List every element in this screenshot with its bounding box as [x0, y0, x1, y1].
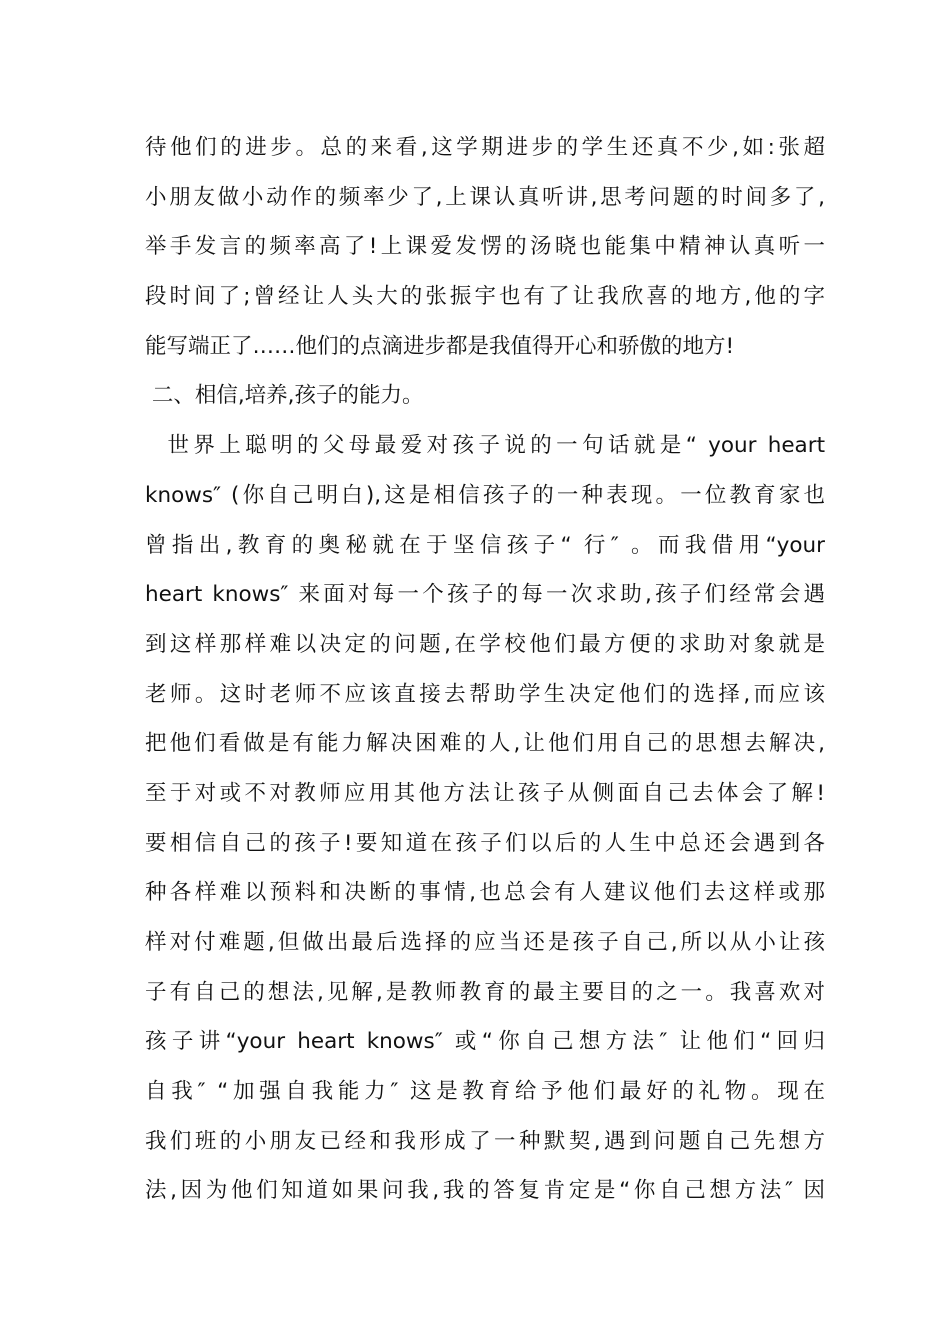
- text-line: 要相信自己的孩子!要知道在孩子们以后的人生中总还会遇到各: [145, 830, 825, 856]
- text-line: 举手发言的频率高了!上课爱发愣的汤晓也能集中精神认真听一: [145, 234, 825, 260]
- text-line: 把他们看做是有能力解决困难的人,让他们用自己的思想去解决,: [145, 731, 825, 757]
- text-line: 段时间了;曾经让人头大的张振宇也有了让我欣喜的地方,他的字: [145, 284, 825, 310]
- text-line: 自我″ “加强自我能力″ 这是教育给予他们最好的礼物。现在: [145, 1079, 825, 1105]
- text-line: 我们班的小朋友已经和我形成了一种默契,遇到问题自己先想方: [145, 1128, 825, 1154]
- text-line: 世界上聪明的父母最爱对孩子说的一句话就是“ your heart: [145, 433, 825, 459]
- text-line: 种各样难以预料和决断的事情,也总会有人建议他们去这样或那: [145, 880, 825, 906]
- text-line: 曾指出,教育的奥秘就在于坚信孩子“ 行″ 。而我借用“your: [145, 532, 825, 558]
- text-line: 孩子讲“your heart knows″ 或“你自己想方法″ 让他们“回归: [145, 1029, 825, 1055]
- text-line: 能写端正了……他们的点滴进步都是我值得开心和骄傲的地方!: [145, 333, 735, 359]
- body-text: [145, 123, 825, 1216]
- text-line: 子有自己的想法,见解,是教师教育的最主要目的之一。我喜欢对: [145, 979, 825, 1005]
- text-line: knows″ (你自己明白),这是相信孩子的一种表现。一位教育家也: [145, 482, 825, 508]
- text-line: 小朋友做小动作的频率少了,上课认真听讲,思考问题的时间多了,: [145, 184, 825, 210]
- section-heading: 二、相信,培养,孩子的能力。: [145, 383, 424, 409]
- text-line: 至于对或不对教师应用其他方法让孩子从侧面自己去体会了解!: [145, 780, 825, 806]
- text-line: 老师。这时老师不应该直接去帮助学生决定他们的选择,而应该: [145, 681, 825, 707]
- text-line: 样对付难题,但做出最后选择的应当还是孩子自己,所以从小让孩: [145, 930, 825, 955]
- text-line: 到这样那样难以决定的问题,在学校他们最方便的求助对象就是: [145, 631, 825, 657]
- text-line: 待他们的进步。总的来看,这学期进步的学生还真不少,如:张超: [145, 135, 825, 160]
- text-line: 法,因为他们知道如果问我,我的答复肯定是“你自己想方法″ 因: [145, 1178, 825, 1204]
- text-line: heart knows″ 来面对每一个孩子的每一次求助,孩子们经常会遇: [145, 582, 825, 608]
